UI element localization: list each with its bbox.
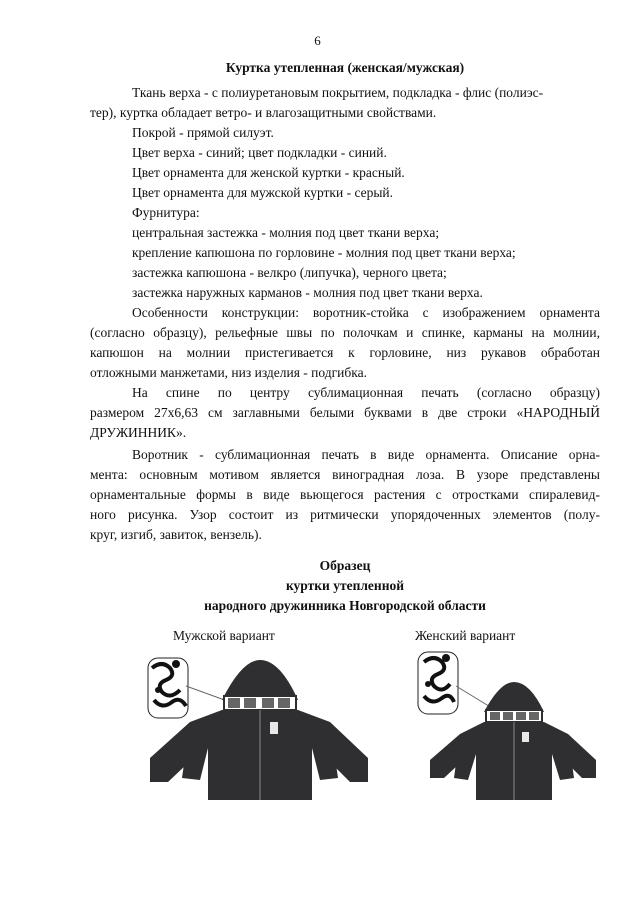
paragraph-line: Фурнитура:	[132, 205, 200, 220]
paragraph-line: Цвет орнамента для женской куртки - красный.	[132, 165, 405, 180]
paragraph-line: орнаментальные формы в виде вьющегося растения с отростками спиралевид-	[90, 487, 600, 502]
paragraph-line: круг, изгиб, завиток, вензель).	[90, 527, 262, 542]
paragraph-line: Воротник - сублимационная печать в виде орнамента. Описание орна-	[132, 447, 600, 462]
paragraph-line: Особенности конструкции: воротник-стойка с изображением орнамента	[132, 305, 600, 320]
male-ornament-swatch	[148, 658, 230, 718]
paragraph-line: отложными манжетами, низ изделия - подгибка.	[90, 365, 367, 380]
paragraph-line: застежка капюшона - велкро (липучка), черного цвета;	[132, 265, 447, 280]
page-number: 6	[314, 33, 321, 48]
paragraph-line: размером 27х6,63 см заглавными белыми буквами в две строки «НАРОДНЫЙ	[90, 405, 600, 420]
paragraph-line: Цвет орнамента для мужской куртки - серый.	[132, 185, 394, 200]
paragraph-line: мента: основным мотивом является виноградная лоза. В узоре представлены	[90, 467, 600, 482]
paragraph-line: застежка наружных карманов - молния под цвет ткани верха.	[132, 285, 483, 300]
paragraph-line: ДРУЖИННИК».	[90, 425, 187, 440]
document-title: Куртка утепленная (женская/мужская)	[225, 60, 465, 75]
paragraph-line: Ткань верха - с полиуретановым покрытием, подкладка - флис (полиэс-	[132, 85, 544, 100]
sample-heading-line: Образец	[319, 558, 371, 573]
paragraph-line: капюшон на молнии пристегивается к горловине, низ рукавов обработан	[90, 345, 600, 360]
female-variant-label: Женский вариант	[415, 628, 516, 643]
paragraph-line: центральная застежка - молния под цвет ткани верха;	[132, 225, 440, 240]
paragraph-line: ного рисунка. Узор состоит из ритмически упорядоченных элементов (полу-	[90, 507, 600, 522]
sample-heading-line: народного дружинника Новгородской области	[204, 598, 486, 613]
female-ornament-swatch	[418, 652, 492, 714]
sample-heading-line: куртки утепленной	[285, 578, 405, 593]
paragraph-line: Цвет верха - синий; цвет подкладки - синий.	[132, 145, 387, 160]
paragraph-line: (согласно образцу), рельефные швы по полочкам и спинке, карманы на молнии,	[90, 325, 600, 340]
paragraph-line: крепление капюшона по горловине - молния под цвет ткани верха;	[132, 245, 516, 260]
paragraph-line: На спине по центру сублимационная печать (согласно образцу)	[132, 385, 600, 400]
paragraph-line: Покрой - прямой силуэт.	[132, 125, 274, 140]
paragraph-line: тер), куртка обладает ветро- и влагозащитными свойствами.	[90, 105, 437, 120]
male-variant-label: Мужской вариант	[173, 628, 275, 643]
